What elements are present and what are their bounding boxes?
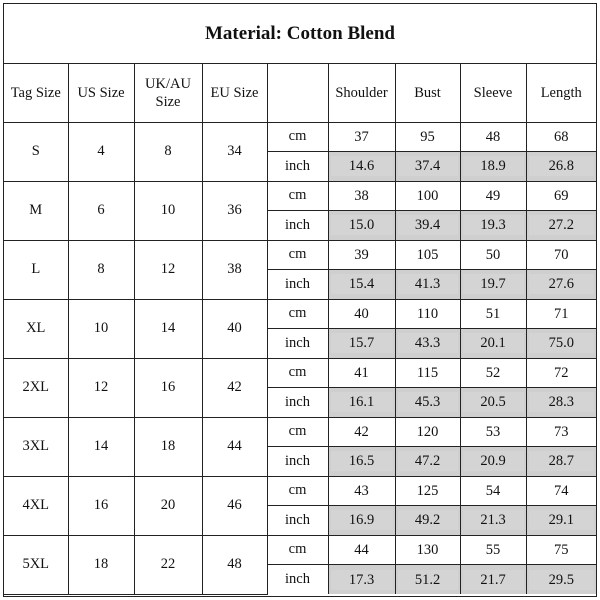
sleeve-cm-cell-value: 51 [485,305,501,322]
us-size-cell: 12 [68,358,134,417]
shoulder-inch-cell-value: 16.5 [331,451,393,471]
shoulder-cm-cell-value: 40 [354,305,369,322]
sleeve-cm-cell [460,358,526,388]
sleeve-cm-cell [460,299,526,329]
length-cm-cell [526,181,596,211]
sleeve-cm-cell-value: 52 [485,364,501,381]
unit-inch-cell: inch [267,506,328,536]
bust-cm-cell [395,476,460,506]
sleeve-cm-cell-value: 50 [485,246,501,263]
length-inch-cell-value: 28.3 [529,392,595,412]
length-inch-cell-value: 29.5 [529,570,595,590]
uk-au-size-cell: 14 [134,299,202,358]
length-inch-cell-value: 26.8 [529,156,595,176]
sleeve-inch-cell [460,388,526,418]
unit-cm-cell: cm [267,358,328,388]
length-cm-cell-value: 72 [554,364,569,381]
tag-size-cell: 3XL [4,417,68,476]
bust-inch-cell [395,329,460,359]
us-size-cell: 14 [68,417,134,476]
bust-inch-cell [395,152,460,182]
unit-cm-cell: cm [267,240,328,270]
eu-size-cell: 42 [202,358,267,417]
length-cm-cell-value: 73 [554,423,569,440]
shoulder-cm-cell [328,122,395,152]
sleeve-inch-cell [460,329,526,359]
bust-cm-cell-value: 120 [416,423,439,440]
us-size-cell: 6 [68,181,134,240]
sleeve-cm-cell-value: 48 [485,128,501,145]
length-inch-cell-value: 29.1 [529,510,595,530]
shoulder-inch-cell [328,506,395,536]
length-cm-cell [526,476,596,506]
eu-size-cell: 46 [202,476,267,535]
bust-inch-cell-value: 41.3 [398,274,458,294]
table-row [4,122,596,152]
bust-cm-cell [395,122,460,152]
sleeve-cm-cell [460,181,526,211]
shoulder-cm-cell-value: 39 [354,246,369,263]
length-cm-cell [526,535,596,565]
size-chart [3,3,597,597]
length-cm-cell-value: 68 [554,128,569,145]
bust-cm-cell-value: 125 [416,482,439,499]
eu-size-cell: 40 [202,299,267,358]
length-cm-cell-value: 69 [554,187,569,204]
shoulder-inch-cell [328,211,395,241]
sleeve-inch-cell [460,506,526,536]
length-cm-cell-value: 70 [554,246,569,263]
bust-inch-cell [395,447,460,477]
table-row [4,358,596,388]
size-rows [4,122,596,594]
uk-au-size-cell: 18 [134,417,202,476]
unit-inch-cell: inch [267,270,328,300]
header-row [4,64,596,122]
us-size-cell: 18 [68,535,134,594]
bust-cm-cell [395,299,460,329]
shoulder-cm-cell [328,240,395,270]
length-cm-cell [526,299,596,329]
shoulder-cm-cell-value: 41 [354,364,369,381]
bust-cm-cell [395,240,460,270]
sleeve-inch-cell [460,565,526,595]
shoulder-cm-cell [328,417,395,447]
unit-inch-cell: inch [267,211,328,241]
bust-cm-cell-value: 100 [416,187,439,204]
sleeve-inch-cell [460,270,526,300]
header-unit [267,64,328,122]
sleeve-cm-cell [460,417,526,447]
shoulder-cm-cell-value: 43 [354,482,369,499]
header-bust: Bust [395,64,460,122]
shoulder-inch-cell [328,565,395,595]
sleeve-cm-cell [460,476,526,506]
length-inch-cell [526,152,596,182]
sleeve-cm-cell [460,535,526,565]
sleeve-inch-cell [460,211,526,241]
shoulder-cm-cell [328,181,395,211]
bust-inch-cell [395,388,460,418]
tag-size-cell: M [4,181,68,240]
shoulder-cm-cell-value: 37 [354,128,369,145]
eu-size-cell: 48 [202,535,267,594]
unit-inch-cell: inch [267,447,328,477]
bust-cm-cell-value: 95 [420,128,435,145]
length-cm-cell-value: 74 [554,482,569,499]
us-size-cell: 10 [68,299,134,358]
length-inch-cell-value: 28.7 [529,451,595,471]
sleeve-inch-cell-value: 19.7 [463,274,524,294]
tag-size-cell: L [4,240,68,299]
shoulder-inch-cell-value: 16.9 [331,510,393,530]
unit-cm-cell: cm [267,476,328,506]
length-inch-cell [526,506,596,536]
eu-size-cell: 36 [202,181,267,240]
header-length: Length [526,64,596,122]
sleeve-inch-cell-value: 21.3 [463,510,524,530]
bust-inch-cell-value: 37.4 [398,156,458,176]
header-sleeve: Sleeve [460,64,526,122]
bust-cm-cell-value: 105 [416,246,439,263]
shoulder-cm-cell [328,476,395,506]
length-inch-cell [526,565,596,595]
header-eu-size: EU Size [202,64,267,122]
table-row [4,240,596,270]
shoulder-inch-cell-value: 15.4 [331,274,393,294]
table-row [4,417,596,447]
bust-inch-cell-value: 43.3 [398,333,458,353]
length-cm-cell-value: 75 [554,541,569,558]
bust-inch-cell-value: 45.3 [398,392,458,412]
eu-size-cell: 38 [202,240,267,299]
bust-cm-cell [395,358,460,388]
shoulder-inch-cell-value: 15.7 [331,333,393,353]
tag-size-cell: XL [4,299,68,358]
shoulder-inch-cell [328,388,395,418]
us-size-cell: 16 [68,476,134,535]
shoulder-cm-cell-value: 44 [354,541,369,558]
sleeve-cm-cell-value: 55 [485,541,501,558]
bust-inch-cell-value: 47.2 [398,451,458,471]
unit-inch-cell: inch [267,152,328,182]
length-inch-cell [526,388,596,418]
sleeve-inch-cell-value: 20.1 [463,333,524,353]
sleeve-inch-cell-value: 18.9 [463,156,524,176]
uk-au-size-cell: 12 [134,240,202,299]
shoulder-cm-cell [328,299,395,329]
length-inch-cell [526,270,596,300]
sleeve-cm-cell [460,240,526,270]
bust-inch-cell-value: 49.2 [398,510,458,530]
shoulder-inch-cell [328,152,395,182]
uk-au-size-cell: 22 [134,535,202,594]
header-uk-au-size: UK/AU Size [134,64,202,122]
bust-inch-cell-value: 51.2 [398,570,458,590]
uk-au-size-cell: 10 [134,181,202,240]
header-shoulder: Shoulder [328,64,395,122]
sleeve-inch-cell-value: 19.3 [463,215,524,235]
tag-size-cell: S [4,122,68,181]
unit-cm-cell: cm [267,181,328,211]
sleeve-inch-cell-value: 21.7 [463,570,524,590]
bust-cm-cell-value: 130 [416,541,439,558]
length-inch-cell-value: 27.2 [529,215,595,235]
us-size-cell: 4 [68,122,134,181]
sleeve-cm-cell [460,122,526,152]
table-row [4,535,596,565]
us-size-cell: 8 [68,240,134,299]
bust-inch-cell [395,211,460,241]
length-inch-cell [526,329,596,359]
sleeve-cm-cell-value: 49 [485,187,501,204]
bust-cm-cell-value: 110 [416,305,439,322]
table-row [4,476,596,506]
shoulder-cm-cell-value: 38 [354,187,369,204]
eu-size-cell: 44 [202,417,267,476]
shoulder-cm-cell-value: 42 [354,423,369,440]
length-cm-cell [526,358,596,388]
unit-inch-cell: inch [267,565,328,595]
unit-cm-cell: cm [267,122,328,152]
header-us-size: US Size [68,64,134,122]
sleeve-cm-cell-value: 53 [485,423,501,440]
table-row [4,181,596,211]
unit-inch-cell: inch [267,329,328,359]
bust-cm-cell [395,535,460,565]
chart-title: Material: Cotton Blend [4,4,596,64]
uk-au-size-cell: 8 [134,122,202,181]
shoulder-inch-cell-value: 17.3 [331,570,393,590]
sleeve-inch-cell [460,152,526,182]
unit-inch-cell: inch [267,388,328,418]
tag-size-cell: 4XL [4,476,68,535]
tag-size-cell: 5XL [4,535,68,594]
unit-cm-cell: cm [267,417,328,447]
length-inch-cell [526,211,596,241]
sleeve-cm-cell-value: 54 [485,482,501,499]
unit-cm-cell: cm [267,299,328,329]
sleeve-inch-cell-value: 20.5 [463,392,524,412]
length-cm-cell [526,122,596,152]
shoulder-inch-cell [328,270,395,300]
uk-au-size-cell: 20 [134,476,202,535]
shoulder-cm-cell [328,358,395,388]
length-cm-cell [526,240,596,270]
bust-cm-cell-value: 115 [416,364,439,381]
unit-cm-cell: cm [267,535,328,565]
eu-size-cell: 34 [202,122,267,181]
table-row [4,299,596,329]
bust-inch-cell-value: 39.4 [398,215,458,235]
uk-au-size-cell: 16 [134,358,202,417]
header-tag-size: Tag Size [4,64,68,122]
tag-size-cell: 2XL [4,358,68,417]
bust-inch-cell [395,565,460,595]
sleeve-inch-cell [460,447,526,477]
shoulder-inch-cell-value: 15.0 [331,215,393,235]
shoulder-inch-cell [328,447,395,477]
length-inch-cell [526,447,596,477]
length-cm-cell [526,417,596,447]
length-cm-cell-value: 71 [554,305,569,322]
bust-cm-cell [395,181,460,211]
shoulder-inch-cell [328,329,395,359]
bust-inch-cell [395,506,460,536]
size-table [4,64,596,595]
length-inch-cell-value: 27.6 [529,274,595,294]
length-inch-cell-value: 75.0 [529,333,595,353]
bust-inch-cell [395,270,460,300]
bust-cm-cell [395,417,460,447]
sleeve-inch-cell-value: 20.9 [463,451,524,471]
shoulder-inch-cell-value: 14.6 [331,156,393,176]
shoulder-inch-cell-value: 16.1 [331,392,393,412]
shoulder-cm-cell [328,535,395,565]
